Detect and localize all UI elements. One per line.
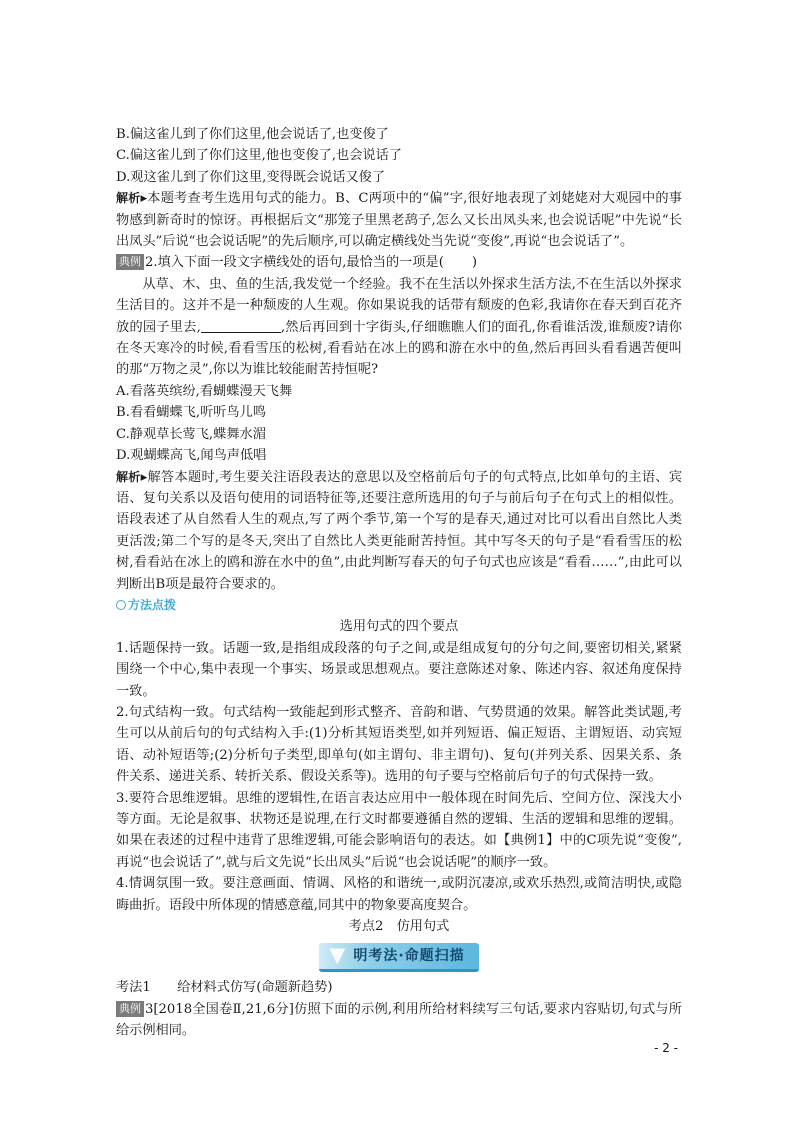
example-tag: 典例: [116, 254, 144, 270]
example-tag: 典例: [116, 1001, 144, 1017]
analysis-text: 解答本题时,考生要关注语段表达的意思以及空格前后句子的句式特点,比如单句的主语、宾语、复句关系以及语句使用的词语特征等,还要注意所选用的句子与前后句子在句式上的相似性。语段表述了从自然看人生的观点,写了两个季节,第一个写的是春天,通过对比可以看出自然比人类更活泼;第二个写的是冬天,突出了自然比人类更能耐苦持恒。其中写冬天的句子是“看看雪压的松树,看看站在冰上的鸥和游在水中的鱼”,由此判断写春天的句子句式也应该是“看看……”,由此可以判断出B项是最符合要求的。: [116, 469, 682, 592]
option-d: D.观这雀儿到了你们这里,变得既会说话又俊了: [116, 169, 386, 185]
passage-part-1: 从草、木、虫、鱼的生活,我发觉一个经验。我不在生活以外探求生活方法,不在生活以外探求生活目的。这并不是一种颓废的人生观。你如果说我的话带有颓废的色彩,我请你在春天到百花齐放的园子里去,: [116, 276, 682, 335]
method-point-4: 4.情调氛围一致。要注意画面、情调、风格的和谐统一,或阴沉凄凉,或欢乐热烈,或简洁明快,或隐晦曲折。语段中所体现的情感意蕴,同其中的物象要高度契合。: [116, 876, 682, 913]
arrow-icon: ▸: [140, 469, 148, 485]
method-point-3: 3.要符合思维逻辑。思维的逻辑性,在语言表达应用中一般体现在时间先后、空间方位、深浅大小等方面。无论是叙事、状物还是说理,在行文时都要遵循自然的逻辑、生活的逻辑和思维的逻辑。如果在表述的过程中违背了思维逻辑,可能会影响语句的表达。如【典例1】中的C项先说“变俊”,再说“也会说话了”,就与后文先说“长出凤头”后说“也会说话呢”的顺序一致。: [116, 790, 682, 870]
analysis-label: 解析: [116, 469, 141, 484]
question-suffix: ): [471, 255, 478, 271]
section-banner: [116, 939, 682, 973]
example-2-option-a: A.看落英缤纷,看蝴蝶漫天飞舞: [116, 383, 293, 399]
lightbulb-icon: [116, 600, 126, 610]
example-2-option-d: D.观蝴蝶高飞,闻鸟声低唱: [116, 448, 267, 464]
fill-blank: [201, 318, 281, 333]
analysis-1: [116, 188, 682, 252]
method-point-1: 1.话题保持一致。话题一致,是指组成段落的句子之间,或是组成复句的分句之间,要密切相关,紧紧围绕一个中心,集中表现一个事实、场景或思想观点。要注意陈述对象、陈述内容、叙述角度保持一致。: [116, 640, 682, 699]
section-title: 考点2 仿用句式: [348, 919, 450, 935]
example-2-passage: [116, 274, 682, 381]
example-3-text: 3[2018全国卷Ⅱ,21,6分]仿照下面的示例,利用所给材料续写三句话,要求内容贴切,句式与所给示例相同。: [116, 1001, 682, 1039]
method-header: [116, 595, 682, 616]
banner-text: 明考法·命题扫描: [353, 947, 465, 964]
method-1-heading: 考法1 给材料式仿写(命题新趋势): [116, 980, 333, 996]
analysis-2: [116, 467, 682, 595]
example-2-option-b: B.看看蝴蝶飞,听听鸟儿鸣: [116, 405, 266, 421]
question-prefix: 2.填入下面一段文字横线处的语句,最恰当的一项是(: [145, 255, 444, 271]
passage-part-2: ,然后再回到十字街头,仔细瞧瞧人们的面孔,你看谁活泼,谁颓废?请你在冬天寒冷的时候,看看雪压的松树,看看站在冰上的鸥和游在水中的鱼,然后再回头看看遇苦便叫的那“万物之灵”,你以为谁比较能耐苦持恒呢?: [116, 319, 682, 378]
page-number: - 2 -: [654, 1041, 678, 1055]
method-header-label: 方法点拨: [128, 597, 177, 612]
method-title: 选用句式的四个要点: [339, 619, 459, 635]
analysis-text: 本题考查考生选用句式的能力。B、C两项中的“偏”字,很好地表现了刘姥姥对大观园中的事物感到新奇时的惊讶。再根据后文“那笼子里黑老鸹子,怎么又长出凤头来,也会说话呢”中先说“长出凤头”后说“也会说话呢”的先后顺序,可以确定横线处当先说“变俊”,再说“也会说话了”。: [116, 191, 682, 250]
banner-bar: [319, 943, 478, 972]
option-c: C.偏这雀儿到了你们这里,他也变俊了,也会说话了: [116, 148, 402, 164]
arrow-icon: ▸: [140, 191, 148, 207]
document-body: [116, 124, 682, 1042]
method-point-2: 2.句式结构一致。句式结构一致能起到形式整齐、音韵和谐、气势贯通的效果。解答此类试题,考生可以从前后句的句式结构入手:(1)分析其短语类型,如并列短语、偏正短语、主谓短语、动宾短语、动补短语等;(2)分析句子类型,即单句(如主谓句、非主谓句)、复句(并列关系、因果关系、条件关系、递进关系、转折关系、假设关系等)。选用的句子要与空格前后句子的句式保持一致。: [116, 704, 682, 785]
example-3-question: [116, 999, 682, 1042]
option-b: B.偏这雀儿到了你们这里,他会说话了,也变俊了: [116, 127, 389, 142]
example-2-option-c: C.静观草长莺飞,蝶舞水湄: [116, 426, 266, 442]
example-2-question: [116, 252, 682, 273]
analysis-label: 解析: [116, 191, 141, 206]
banner-marker-icon: [329, 948, 345, 964]
